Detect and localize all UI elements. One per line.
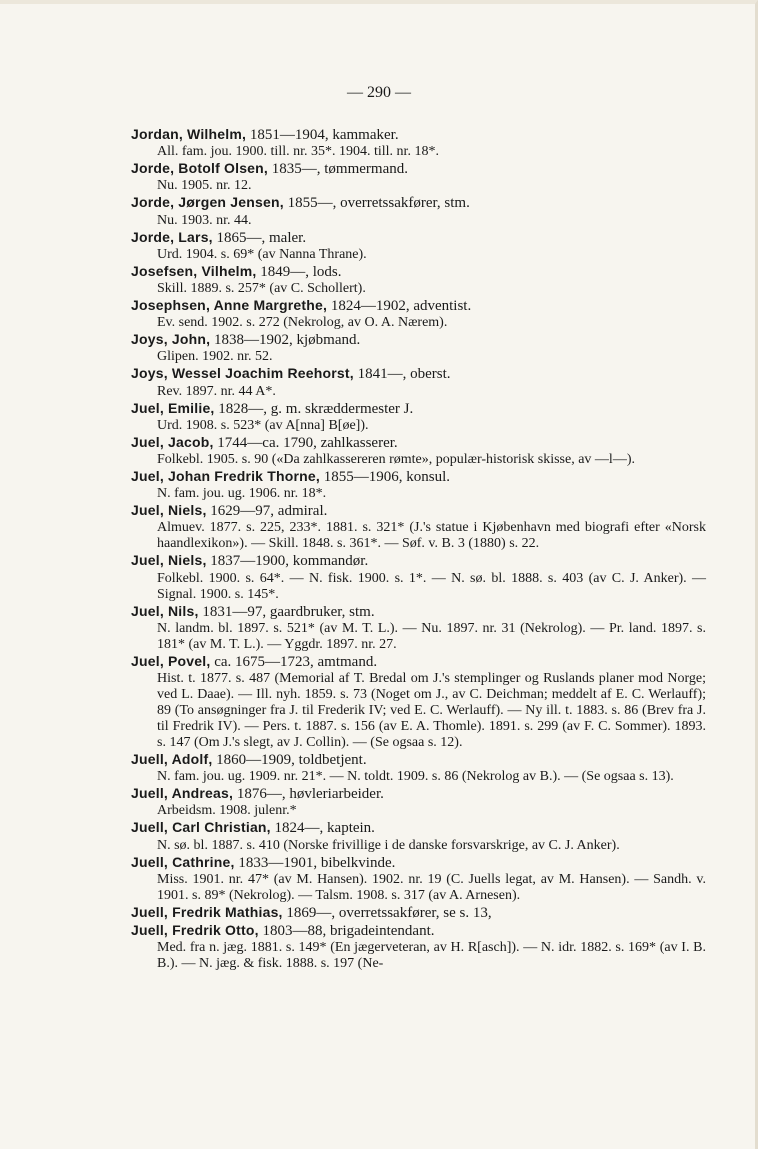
person-details: 1851—1904, kammaker. [246,127,399,143]
entry-heading [131,263,706,281]
person-details: 1838—1902, kjøbmand. [210,332,361,349]
entry-heading [131,194,706,212]
source-reference: Nu. 1905. nr. 12. [157,178,252,194]
entry-list [131,126,706,972]
source-reference: Med. fra n. jæg. 1881. s. 149* (En jægerveteran, av H. R[asch]). — N. idr. 1882. s. 169* (av I. B. B.). — N. jæg. & fisk. 1888. s. 197 (Ne- [157,940,706,972]
person-name: Jordan, Wilhelm, [131,126,247,142]
bibliography-entry [131,126,706,160]
source-reference: Urd. 1904. s. 69* (av Nanna Thrane). [157,246,367,262]
source-reference: N. fam. jou. ug. 1906. nr. 18*. [157,486,327,502]
person-name: Jorde, Lars, [131,228,213,245]
entry-heading [131,365,706,383]
entry-heading [131,603,706,621]
entry-heading [131,751,706,769]
person-details: 1824—1902, adventist. [327,298,472,315]
bibliography-entry [131,819,706,853]
person-details: 1744—ca. 1790, zahlkasserer. [213,434,398,451]
person-name: Juell, Fredrik Mathias, [131,903,283,920]
entry-heading [131,922,706,940]
source-reference: Nu. 1903. nr. 44. [157,212,252,228]
source-reference: Miss. 1901. nr. 47* (av M. Hansen). 1902. nr. 19 (C. Juells legat, av M. Hansen). — Sandh. v. 1901. s. 89* (Nekrolog). — Talsm. 1908. s. 317 (av A. Arnesen). [157,871,706,903]
bibliography-entry [131,400,706,434]
entry-heading [131,904,706,922]
bibliography-entry [131,160,706,194]
person-details: 1849—, lods. [256,263,342,280]
source-reference: Ev. send. 1902. s. 272 (Nekrolog, av O. A. Nærem). [157,315,448,331]
person-details: 1803—88, brigadeintendant. [258,923,435,940]
person-details: 1876—, høvleriarbeider. [233,786,384,803]
entry-heading [131,785,706,803]
person-details: 1831—97, gaardbruker, stm. [198,603,375,620]
bibliography-entry [131,653,706,751]
bibliography-entry [131,922,706,972]
person-name: Juell, Fredrik Otto, [131,922,259,939]
person-name: Juel, Johan Fredrik Thorne, [131,468,320,485]
source-reference: Arbeidsm. 1908. julenr.* [157,803,297,819]
person-name: Juel, Jacob, [131,433,214,450]
person-name: Juel, Niels, [131,502,207,519]
source-reference: N. fam. jou. ug. 1909. nr. 21*. — N. toldt. 1909. s. 86 (Nekrolog av B.). — (Se ogsaa s. 13). [157,769,674,785]
person-details: 1841—, oberst. [353,366,451,383]
person-details: ca. 1675—1723, amtmand. [210,653,378,670]
entry-heading [131,502,706,520]
person-details: 1835—, tømmermand. [268,161,408,178]
source-reference: Urd. 1908. s. 523* (av A[nna] B[øe]). [157,417,369,433]
person-name: Josephsen, Anne Margrethe, [131,297,328,314]
entry-heading [131,160,706,178]
bibliography-entry [131,854,706,904]
source-reference: Skill. 1889. s. 257* (av C. Schollert). [157,281,366,297]
entry-heading [131,400,706,418]
entry-heading [131,854,706,872]
source-reference: Folkebl. 1905. s. 90 («Da zahlkassereren rømte», populær-historisk skisse, av —l—). [157,452,635,468]
bibliography-entry [131,751,706,785]
bibliography-entry [131,331,706,365]
source-reference: Almuev. 1877. s. 225, 233*. 1881. s. 321* (J.'s statue i Kjøbenhavn med biografi efter «Norsk haandlexikon»). — Skill. 1848. s. 361*. — Søf. v. B. 3 (1880) s. 22. [157,520,706,552]
bibliography-entry [131,229,706,263]
bibliography-entry [131,434,706,468]
person-details: 1824—, kaptein. [270,820,375,837]
entry-heading [131,297,706,315]
person-details: 1855—, overretssakfører, stm. [283,195,470,212]
person-name: Jorde, Botolf Olsen, [131,160,269,177]
person-details: 1837—1900, kommandør. [206,553,369,570]
source-reference: All. fam. jou. 1900. till. nr. 35*. 1904. till. nr. 18*. [157,144,439,160]
person-details: 1828—, g. m. skræddermester J. [214,400,414,417]
bibliography-entry [131,297,706,331]
bibliography-entry [131,603,706,653]
bibliography-entry [131,785,706,819]
entry-heading [131,819,706,837]
person-details: 1869—, overretssakfører, se s. 13, [282,904,492,921]
person-name: Joys, Wessel Joachim Reehorst, [131,365,354,382]
person-name: Juel, Emilie, [131,399,215,416]
entry-heading [131,126,706,144]
person-details: 1855—1906, konsul. [320,469,451,486]
bibliography-entry [131,552,706,602]
page-number: — 290 — [347,84,411,101]
person-details: 1860—1909, toldbetjent. [212,752,367,769]
person-name: Juell, Cathrine, [131,853,235,870]
entry-heading [131,468,706,486]
person-name: Juell, Andreas, [131,785,234,802]
bibliography-entry [131,904,706,922]
entry-heading [131,331,706,349]
entry-heading [131,229,706,247]
entry-heading [131,653,706,671]
bibliography-entry [131,365,706,399]
source-reference: N. landm. bl. 1897. s. 521* (av M. T. L.). — Nu. 1897. nr. 31 (Nekrolog). — Pr. land. 1897. s. 181* (av M. T. L.). — Yggdr. 1897. nr. 27. [157,620,706,652]
person-details: 1629—97, admiral. [206,503,328,520]
person-name: Jorde, Jørgen Jensen, [131,194,284,211]
person-name: Juell, Carl Christian, [131,819,271,836]
entry-heading [131,434,706,452]
person-name: Joys, John, [131,331,211,348]
person-name: Josefsen, Vilhelm, [131,262,257,279]
source-reference: Folkebl. 1900. s. 64*. — N. fisk. 1900. s. 1*. — N. sø. bl. 1888. s. 403 (av C. J. Anker). — Signal. 1900. s. 145*. [157,570,706,602]
entry-heading [131,552,706,570]
person-name: Juel, Povel, [131,652,211,669]
person-details: 1865—, maler. [212,229,307,246]
person-name: Juel, Nils, [131,602,199,619]
person-name: Juell, Adolf, [131,751,213,768]
person-details: 1833—1901, bibelkvinde. [234,854,396,871]
bibliography-entry [131,468,706,502]
bibliography-entry [131,502,706,552]
bibliography-entry [131,263,706,297]
source-reference: Rev. 1897. nr. 44 A*. [157,383,276,399]
source-reference: Hist. t. 1877. s. 487 (Memorial af T. Bredal om J.'s stemplinger og Ruslands planer mod Norge; ved L. Daae). — Ill. nyh. 1859. s. 73 (Noget om J., av C. Deichman; meddelt af E. C. Werlauff); 89 (To ansøgninger fra J. til Frederik IV; ved E. C. Werlauff). — Ny ill. t. 1883. s. 86 (Brev fra J. til Fredrik IV). — Pers. t. 1887. s. 156 (av E. A. Thomle). 1891. s. 299 (av F. C. Sommer). 1893. s. 147 (Om J.'s slegt, av J. Collin). — (Se ogsaa s. 12). [157,671,706,751]
source-reference: Glipen. 1902. nr. 52. [157,349,273,365]
person-name: Juel, Niels, [131,552,207,569]
bibliography-entry [131,194,706,228]
source-reference: N. sø. bl. 1887. s. 410 (Norske frivillige i de danske forsvarskrige, av C. J. Anker). [157,837,620,853]
